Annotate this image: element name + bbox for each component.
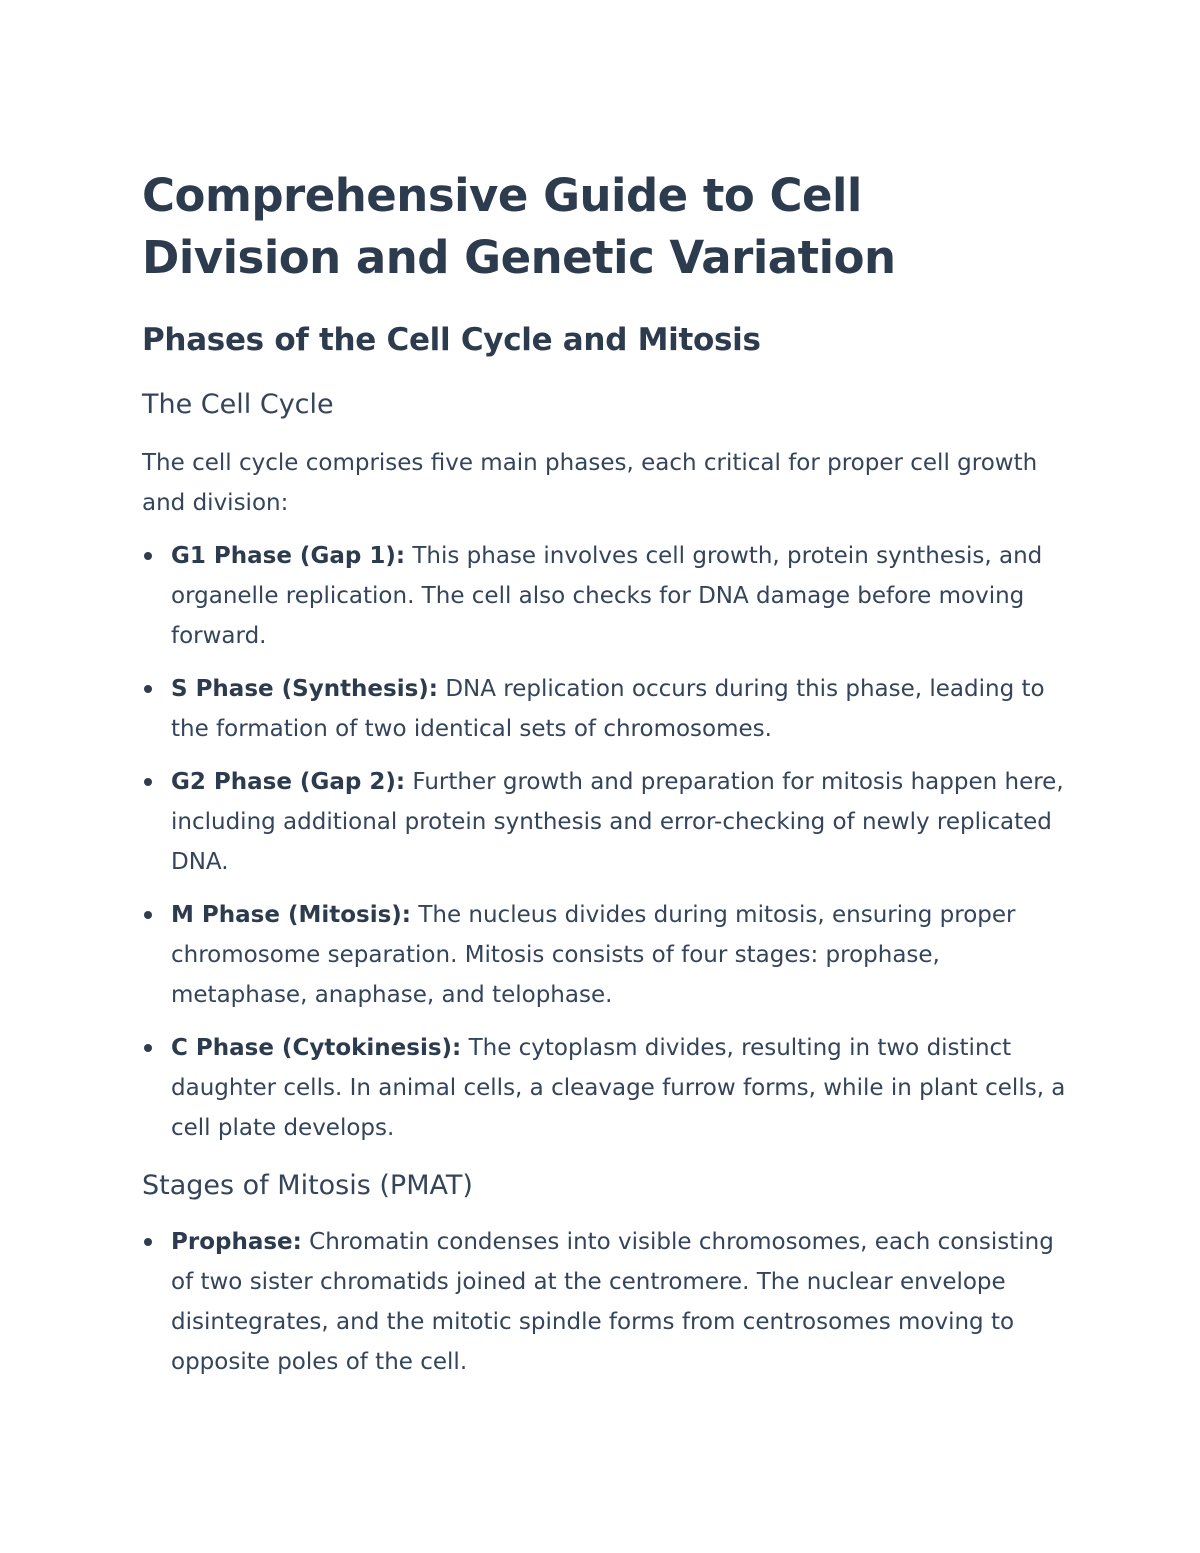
phase-term: C Phase (Cytokinesis): [171,1035,462,1061]
section-heading-cell-cycle-and-mitosis: Phases of the Cell Cycle and Mitosis [142,322,761,358]
phase-description: The cytoplasm divides, resulting in two distinct daughter cells. In animal cells, a cleavage furrow forms, while in plant cells, a cell plate develops. [171,1035,1066,1141]
phase-description: Further growth and preparation for mitosis happen here, including additional protein synthesis and error-checking of newly replicated DNA. [171,769,1064,875]
subsection-heading-mitosis-stages: Stages of Mitosis (PMAT) [142,1170,473,1201]
phase-list-item-g2 [142,762,1067,882]
phase-description: The nucleus divides during mitosis, ensuring proper chromosome separation. Mitosis consists of four stages: prophase, metaphase, anaphase, and telophase. [171,902,1016,1008]
phase-term: G2 Phase (Gap 2): [171,769,406,795]
bullet-icon [144,552,152,560]
phase-description: This phase involves cell growth, protein synthesis, and organelle replication. The cell also checks for DNA damage before moving forward. [171,543,1043,649]
phase-list-item-g1 [142,536,1067,656]
bullet-icon [144,685,152,693]
document-title: Comprehensive Guide to Cell Division and Genetic Variation [142,169,896,284]
bullet-icon [144,911,152,919]
subsection-heading-cell-cycle: The Cell Cycle [142,389,334,420]
cell-cycle-intro-paragraph: The cell cycle comprises five main phases, each critical for proper cell growth and division: [142,450,1038,516]
bullet-icon [144,778,152,786]
phase-description: DNA replication occurs during this phase, leading to the formation of two identical sets of chromosomes. [171,676,1045,742]
phase-list-item-s [142,669,1067,749]
stage-list-item-prophase [142,1222,1067,1382]
stage-description: Chromatin condenses into visible chromosomes, each consisting of two sister chromatids joined at the centromere. The nuclear envelope disintegrates, and the mitotic spindle forms from centrosomes moving to opposite poles of the cell. [171,1229,1054,1375]
bullet-icon [144,1044,152,1052]
mitosis-stage-list [142,1222,1067,1382]
stage-term: Prophase: [171,1229,302,1255]
document-page [142,165,1067,1395]
phase-term: S Phase (Synthesis): [171,676,439,702]
phase-term: M Phase (Mitosis): [171,902,411,928]
cell-cycle-phase-list [142,536,1067,1148]
phase-list-item-c [142,1028,1067,1148]
bullet-icon [144,1238,152,1246]
phase-term: G1 Phase (Gap 1): [171,543,406,569]
phase-list-item-m [142,895,1067,1015]
